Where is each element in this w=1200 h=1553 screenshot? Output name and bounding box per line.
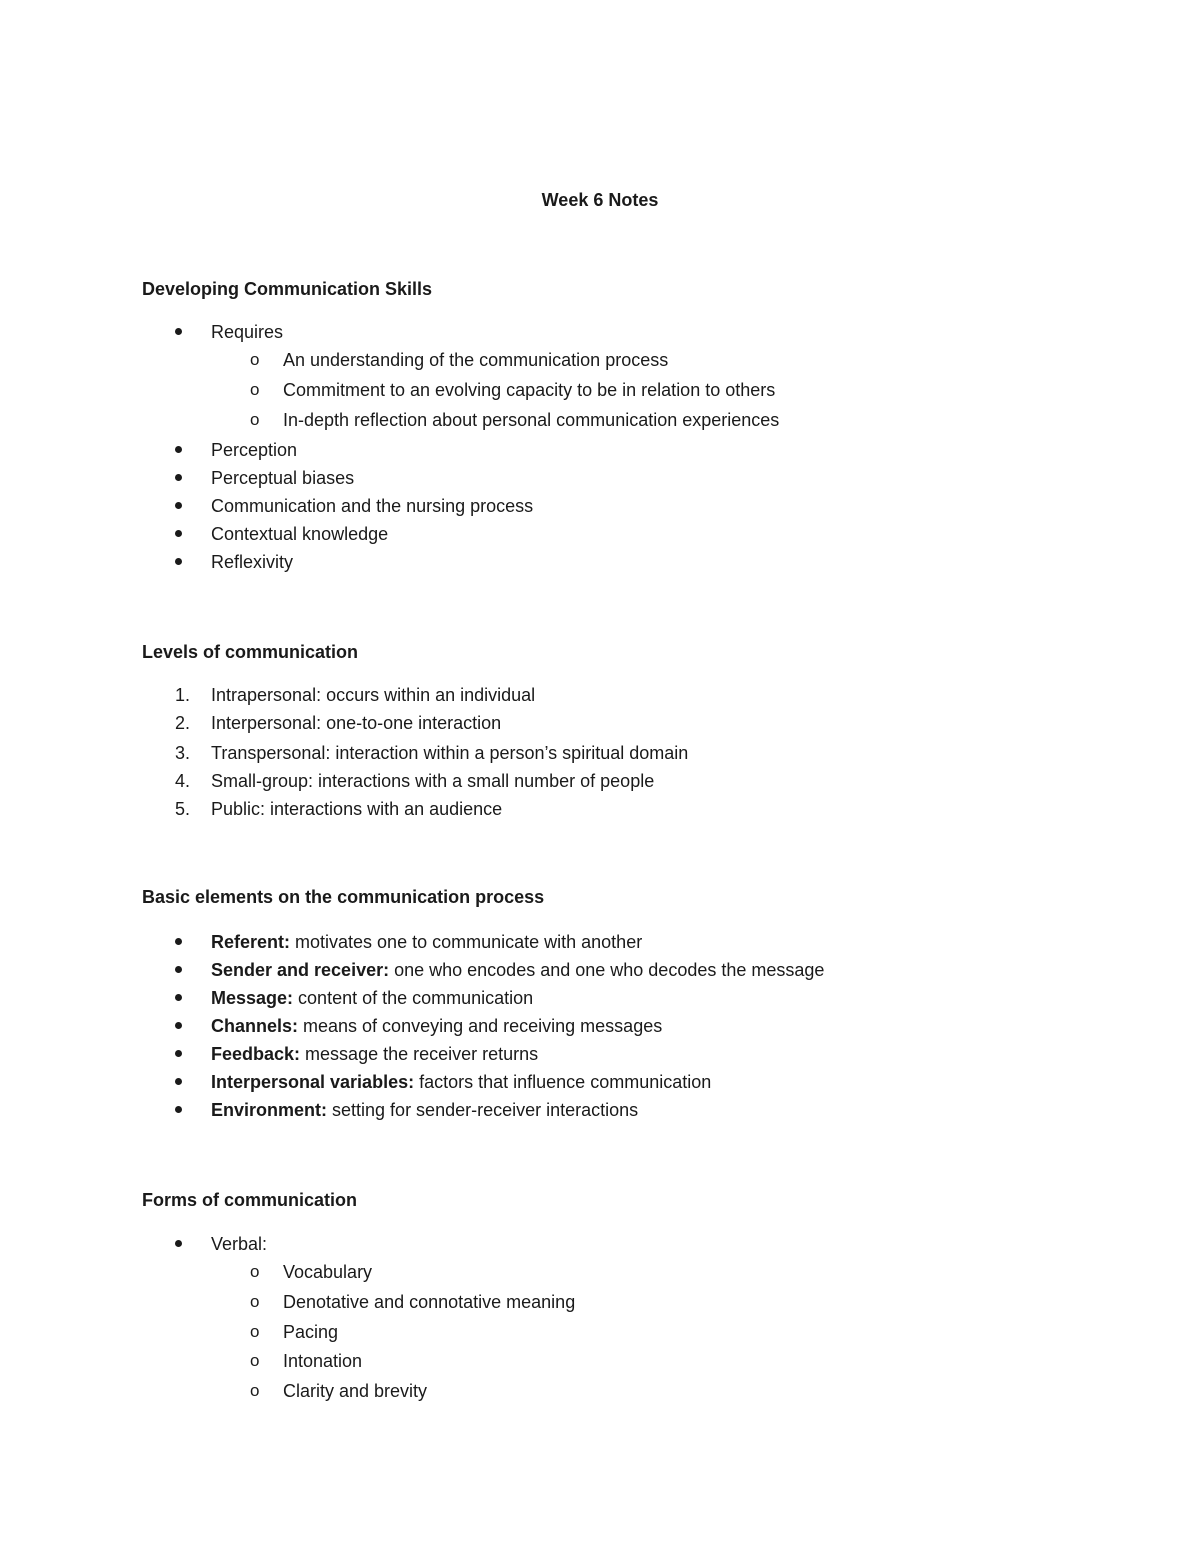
bullet-icon [175,966,182,973]
list-number: 3. [175,743,191,763]
list-item [211,986,533,1010]
term-label: Channels: [211,1016,299,1036]
list-item: Vocabulary [283,1262,373,1282]
list-item: Pacing [283,1322,339,1342]
list-item [211,1070,711,1094]
list-item: Small-group: interactions with a small number of people [211,771,655,791]
bullet-icon [175,446,182,453]
list-item: Reflexivity [211,552,294,572]
list-item [211,958,824,982]
sub-bullet-icon: o [250,1381,260,1400]
list-item: Communication and the nursing process [211,496,534,516]
list-number: 4. [175,771,191,791]
term-label: Message: [211,988,294,1008]
term-description: one who encodes and one who decodes the message [389,960,825,980]
term-label: Sender and receiver: [211,960,390,980]
list-number: 1. [175,685,191,705]
bullet-icon [175,328,182,335]
term-label: Referent: [211,932,291,952]
list-item: Denotative and connotative meaning [283,1292,576,1312]
sub-bullet-icon: o [250,410,260,429]
list-item: Transpersonal: interaction within a person’s spiritual domain [211,743,689,763]
term-description: factors that influence communication [414,1072,712,1092]
section-heading-basic-elements: Basic elements on the communication process [142,887,545,907]
term-description: motivates one to communicate with another [290,932,643,952]
bullet-icon [175,994,182,1001]
bullet-icon [175,1240,182,1247]
list-item: Public: interactions with an audience [211,799,503,819]
term-label: Environment: [211,1100,328,1120]
bullet-icon [175,558,182,565]
bullet-icon [175,1022,182,1029]
section-heading-developing-communication-skills: Developing Communication Skills [142,279,433,299]
bullet-icon [175,1106,182,1113]
list-item: Intrapersonal: occurs within an individual [211,685,536,705]
list-item: Clarity and brevity [283,1381,428,1401]
page-title: Week 6 Notes [541,190,659,210]
list-item: Commitment to an evolving capacity to be in relation to others [283,380,776,400]
list-item: Perceptual biases [211,468,355,488]
list-item: Contextual knowledge [211,524,389,544]
list-item: Perception [211,440,298,460]
term-label: Feedback: [211,1044,301,1064]
term-description: setting for sender-receiver interactions [327,1100,639,1120]
bullet-icon [175,1050,182,1057]
list-item: An understanding of the communication process [283,350,669,370]
sub-bullet-icon: o [250,1322,260,1341]
list-item: Interpersonal: one-to-one interaction [211,713,502,733]
sub-bullet-icon: o [250,350,260,369]
sub-bullet-icon: o [250,1262,260,1281]
term-description: message the receiver returns [300,1044,539,1064]
term-description: content of the communication [293,988,534,1008]
list-number: 5. [175,799,191,819]
section-heading-forms-of-communication: Forms of communication [142,1190,358,1210]
sub-bullet-icon: o [250,1351,260,1370]
sub-bullet-icon: o [250,1292,260,1311]
bullet-icon [175,1078,182,1085]
list-item: Intonation [283,1351,363,1371]
list-item: In-depth reflection about personal communication experiences [283,410,780,430]
term-label: Interpersonal variables: [211,1072,415,1092]
list-item [211,1014,662,1038]
bullet-icon [175,938,182,945]
list-item [211,930,642,954]
list-item [211,1098,638,1122]
list-number: 2. [175,713,191,733]
term-description: means of conveying and receiving messages [298,1016,663,1036]
list-item: Verbal: [211,1234,268,1254]
list-item: Requires [211,322,284,342]
section-heading-levels-of-communication: Levels of communication [142,642,359,662]
bullet-icon [175,474,182,481]
sub-bullet-icon: o [250,380,260,399]
bullet-icon [175,502,182,509]
list-item [211,1042,538,1066]
bullet-icon [175,530,182,537]
